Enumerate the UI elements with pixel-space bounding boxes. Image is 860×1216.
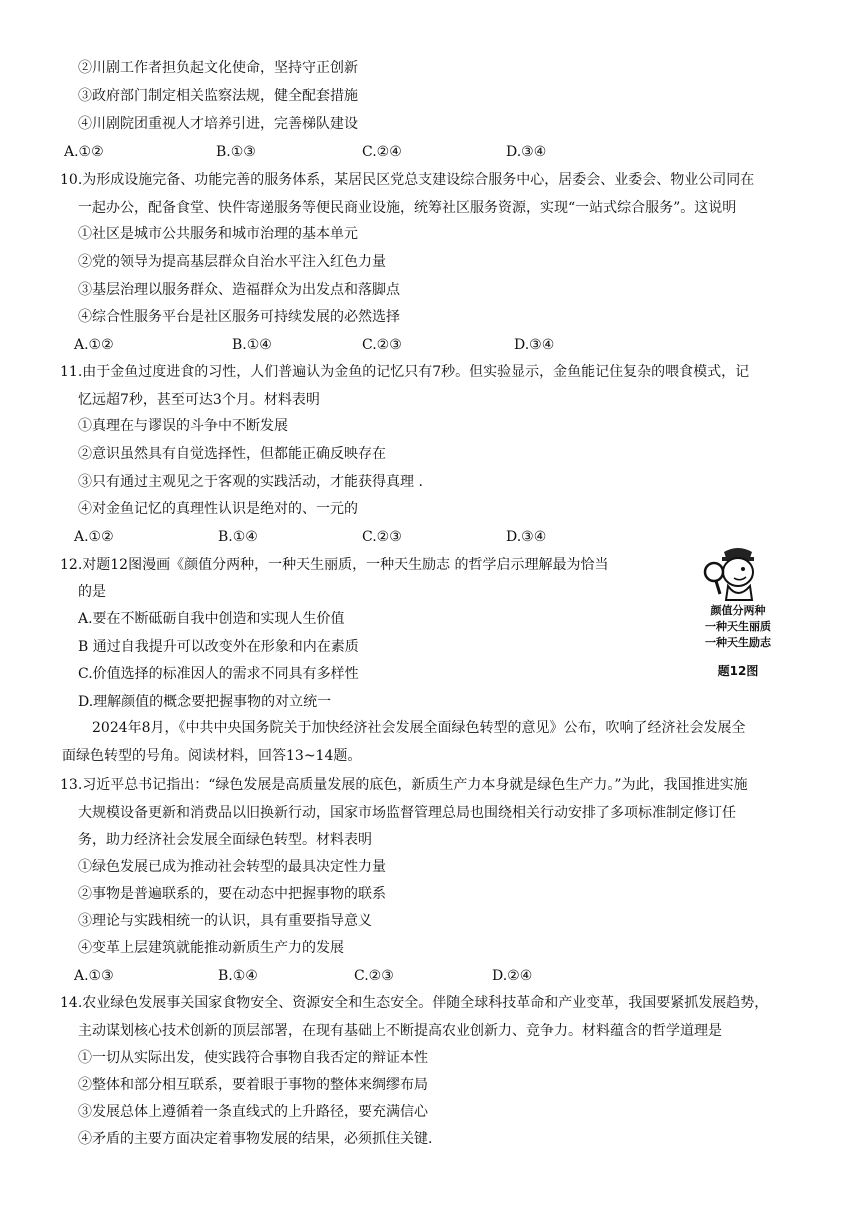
q14-item-3: ③发展总体上遵循着一条直线式的上升路径，要充满信心 [78, 1104, 428, 1120]
q13-stem-line-1: 13.习近平总书记指出：“绿色发展是高质量发展的底色，新质生产力本身就是绿色生产力。”为此，我国推进实施 [60, 777, 748, 793]
cartoon-text-line-2: 一种天生丽质 [705, 620, 771, 633]
q14-stem-line-2: 主动谋划核心技术创新的顶层部署，在现有基础上不断提高农业创新力、竞争力。材料蕴含的哲学道理是 [78, 1023, 722, 1039]
q12-option-c: C.价值选择的标准因人的需求不同具有多样性 [78, 666, 359, 682]
cartoon-character-icon [690, 542, 786, 602]
q12-stem-line-1: 12.对题12图漫画《颜值分两种，一种天生丽质，一种天生励志 的哲学启示理解最为恰当 [60, 557, 609, 573]
q13-option-d: D.②④ [492, 968, 533, 984]
q12-option-d: D.理解颜值的概念要把握事物的对立统一 [78, 694, 332, 710]
q13-item-2: ②事物是普遍联系的，要在动态中把握事物的联系 [78, 886, 386, 902]
q13-options [64, 966, 704, 986]
q11-item-4: ④对金鱼记忆的真理性认识是绝对的、一元的 [78, 501, 358, 517]
q9-item-3: ③政府部门制定相关监察法规，健全配套措施 [78, 88, 358, 104]
q12-option-a: A.要在不断砥砺自我中创造和实现人生价值 [78, 611, 345, 627]
q11-option-d: D.③④ [506, 529, 547, 545]
q11-item-2: ②意识虽然具有自觉选择性，但都能正确反映存在 [78, 446, 386, 462]
q13-stem-line-2: 大规模设备更新和消费品以旧换新行动，国家市场监督管理总局也围绕相关行动安排了多项标准制定修订任 [78, 805, 736, 821]
q12-option-b: B 通过自我提升可以改变外在形象和内在素质 [78, 639, 359, 655]
q14-item-2: ②整体和部分相互联系，要着眼于事物的整体来绸缪布局 [78, 1077, 428, 1093]
q10-option-c: C.②③ [362, 337, 402, 353]
q11-item-1: ①真理在与谬误的斗争中不断发展 [78, 418, 288, 434]
q11-option-a: A.①② [74, 529, 114, 545]
q11-item-3: ③只有通过主观见之于客观的实践活动，才能获得真理 . [78, 474, 423, 490]
q13-option-a: A.①③ [74, 968, 114, 984]
q10-stem-line-2: 一起办公，配备食堂、快件寄递服务等便民商业设施，统筹社区服务资源，实现“一站式综合服务”。这说明 [78, 200, 737, 216]
q10-option-d: D.③④ [514, 337, 555, 353]
q9-option-d: D.③④ [506, 144, 547, 160]
q10-item-3: ③基层治理以服务群众、造福群众为出发点和落脚点 [78, 282, 400, 298]
q10-item-4: ④综合性服务平台是社区服务可持续发展的必然选择 [78, 309, 400, 325]
q12-cartoon-figure [690, 542, 786, 690]
q9-item-4: ④川剧院团重视人才培养引进，完善梯队建设 [78, 116, 358, 132]
figure-caption: 题12图 [717, 664, 759, 678]
q14-item-1: ①一切从实际出发，使实践符合事物自我否定的辩证本性 [78, 1050, 428, 1066]
intro-line-2: 面绿色转型的号角。阅读材料，回答13~14题。 [62, 748, 362, 764]
q13-item-3: ③理论与实践相统一的认识，具有重要指导意义 [78, 913, 372, 929]
q12-stem-line-2: 的是 [78, 584, 106, 600]
intro-line-1: 2024年8月，《中共中央国务院关于加快经济社会发展全面绿色转型的意见》公布，吹响了经济社会发展全 [92, 720, 746, 736]
q13-option-c: C.②③ [354, 968, 394, 984]
q10-option-b: B.①④ [232, 337, 272, 353]
q11-option-b: B.①④ [218, 529, 258, 545]
q14-stem-line-1: 14.农业绿色发展事关国家食物安全、资源安全和生态安全。伴随全球科技革命和产业变革，我国要紧抓发展趋势， [60, 995, 769, 1011]
q10-option-a: A.①② [74, 337, 114, 353]
q11-option-c: C.②③ [362, 529, 402, 545]
q13-stem-line-3: 务，助力经济社会发展全面绿色转型。材料表明 [78, 832, 372, 848]
cartoon-text-line-1: 颜值分两种 [710, 604, 766, 617]
q11-options [64, 527, 704, 547]
q10-item-1: ①社区是城市公共服务和城市治理的基本单元 [78, 226, 358, 242]
q9-option-a: A.①② [64, 144, 104, 160]
q10-stem-line-1: 10.为形成设施完备、功能完善的服务体系，某居民区党总支建设综合服务中心，居委会、业委会、物业公司同在 [60, 172, 755, 188]
q13-option-b: B.①④ [218, 968, 258, 984]
q11-stem-line-2: 忆远超7秒，甚至可达3个月。材料表明 [78, 392, 320, 408]
q13-item-1: ①绿色发展已成为推动社会转型的最具决定性力量 [78, 859, 386, 875]
q11-stem-line-1: 11.由于金鱼过度进食的习性，人们普遍认为金鱼的记忆只有7秒。但实验显示，金鱼能记住复杂的喂食模式，记 [60, 364, 750, 380]
q10-options [64, 335, 704, 355]
q9-option-b: B.①③ [216, 144, 256, 160]
q14-item-4: ④矛盾的主要方面决定着事物发展的结果，必须抓住关键. [78, 1131, 433, 1147]
q10-item-2: ②党的领导为提高基层群众自治水平注入红色力量 [78, 254, 386, 270]
q9-option-c: C.②④ [362, 144, 402, 160]
cartoon-text-line-3: 一种天生励志 [705, 636, 771, 649]
q13-item-4: ④变革上层建筑就能推动新质生产力的发展 [78, 940, 344, 956]
q9-options [64, 142, 704, 162]
q9-item-2: ②川剧工作者担负起文化使命，坚持守正创新 [78, 60, 358, 76]
